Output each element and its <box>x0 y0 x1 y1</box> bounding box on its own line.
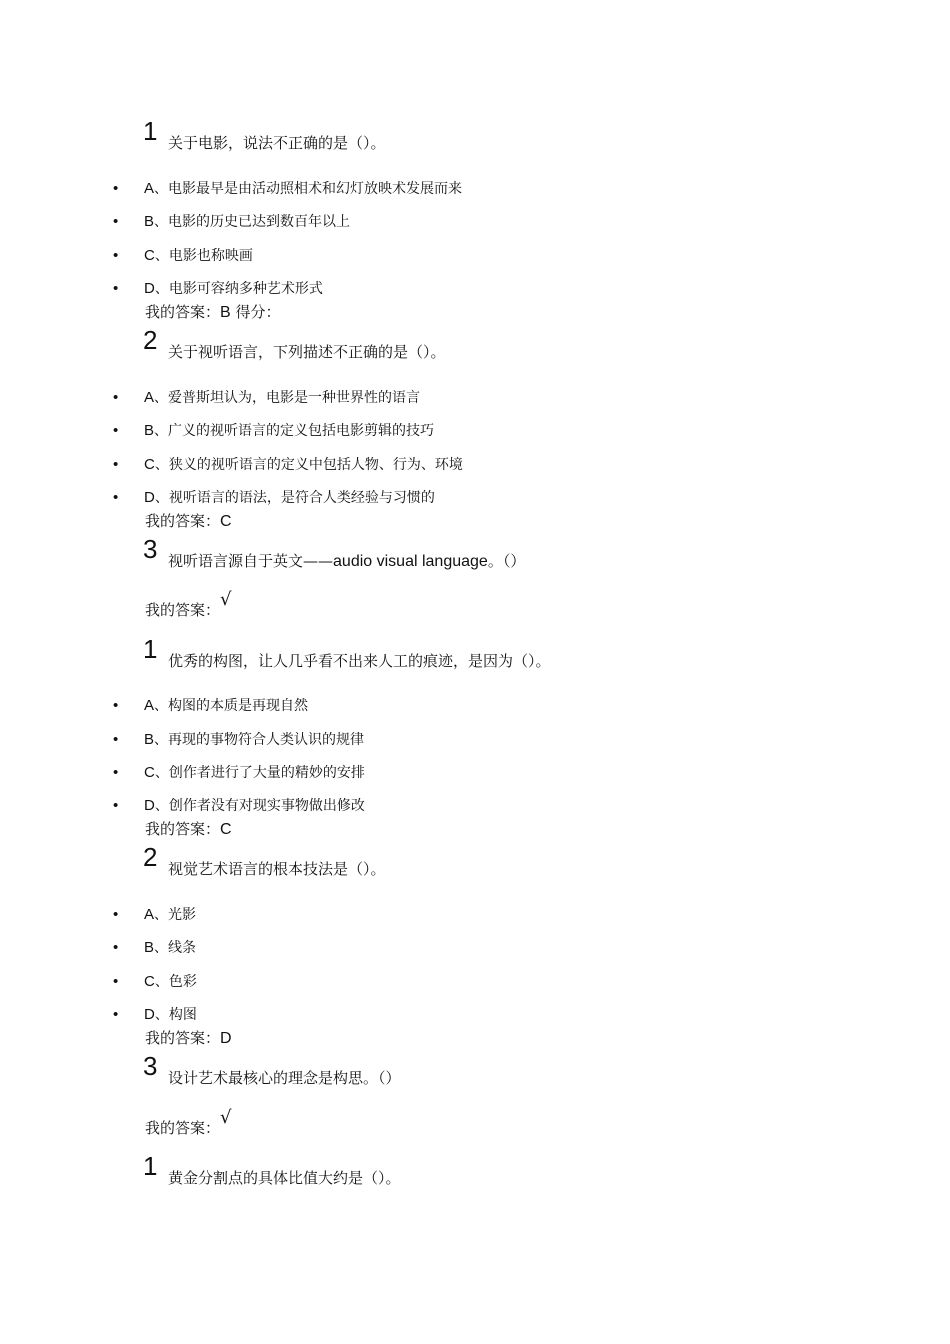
option-item <box>113 280 323 298</box>
my-answer <box>145 820 232 839</box>
my-answer <box>145 589 232 619</box>
option-letter: D <box>144 797 155 814</box>
question-text: 优秀的构图，让人几乎看不出来人工的痕迹，是因为（）。 <box>168 652 551 670</box>
option-text: 、色彩 <box>154 974 197 990</box>
option-item <box>113 456 463 474</box>
option-text: 、构图 <box>154 1007 197 1023</box>
bullet: • <box>113 489 119 506</box>
question-number: 2 <box>143 842 158 872</box>
answer-label: 我的答案： <box>145 820 221 838</box>
option-letter: D <box>144 1006 155 1023</box>
option-letter: D <box>144 280 155 297</box>
answer-label: 我的答案： <box>145 303 221 321</box>
question-text-post: 。（） <box>487 552 526 570</box>
question-number: 1 <box>143 116 158 146</box>
option-item <box>113 180 462 198</box>
question-number: 1 <box>143 634 158 664</box>
question-text: 关于电影，说法不正确的是（）。 <box>168 134 386 152</box>
question-text: 黄金分割点的具体比值大约是（）。 <box>168 1169 401 1187</box>
option-letter: C <box>144 973 155 990</box>
my-answer <box>145 1029 232 1048</box>
option-item <box>113 973 197 991</box>
answer-value: C <box>220 513 232 530</box>
my-answer <box>145 303 280 322</box>
option-text: 、光影 <box>154 907 197 923</box>
bullet: • <box>113 1006 119 1023</box>
bullet: • <box>113 389 119 406</box>
option-text: 、视听语言的语法，是符合人类经验与习惯的 <box>154 490 435 506</box>
bullet: • <box>113 697 119 714</box>
check-mark-icon: √ <box>220 589 232 610</box>
score-label: 得分： <box>235 303 281 321</box>
option-text: 、创作者进行了大量的精妙的安排 <box>154 765 365 781</box>
option-text: 、电影的历史已达到数百年以上 <box>154 214 351 230</box>
bullet: • <box>113 731 119 748</box>
answer-value: C <box>220 821 232 838</box>
question-text-pre: 视听语言源自于英文—— <box>168 552 334 570</box>
question-number: 1 <box>143 1151 158 1181</box>
option-item <box>113 731 364 749</box>
bullet: • <box>113 180 119 197</box>
question-text: 关于视听语言，下列描述不正确的是（）。 <box>168 343 446 361</box>
bullet: • <box>113 422 119 439</box>
option-item <box>113 697 308 715</box>
option-item <box>113 764 365 782</box>
option-letter: B <box>144 422 155 439</box>
question-number: 2 <box>143 325 158 355</box>
option-text: 、电影也称映画 <box>154 248 253 264</box>
answer-label: 我的答案： <box>145 512 221 530</box>
option-letter: A <box>144 389 155 406</box>
option-item <box>113 1006 197 1024</box>
option-text: 、广义的视听语言的定义包括电影剪辑的技巧 <box>154 423 435 439</box>
answer-label: 我的答案： <box>145 1029 221 1047</box>
option-letter: C <box>144 247 155 264</box>
option-text: 、电影最早是由活动照相术和幻灯放映术发展而来 <box>154 181 463 197</box>
option-letter: B <box>144 939 155 956</box>
bullet: • <box>113 247 119 264</box>
question-number: 3 <box>143 534 158 564</box>
option-item <box>113 939 196 957</box>
question-number: 3 <box>143 1051 158 1081</box>
bullet: • <box>113 797 119 814</box>
answer-label: 我的答案： <box>145 1119 221 1137</box>
option-letter: A <box>144 180 155 197</box>
option-letter: B <box>144 731 155 748</box>
question-text: 视觉艺术语言的根本技法是（）。 <box>168 860 386 878</box>
answer-value: B <box>220 304 231 321</box>
option-text: 、狭义的视听语言的定义中包括人物、行为、环境 <box>154 457 463 473</box>
bullet: • <box>113 939 119 956</box>
question-text: 设计艺术最核心的理念是构思。（） <box>168 1069 401 1087</box>
bullet: • <box>113 764 119 781</box>
option-item <box>113 489 435 507</box>
option-item <box>113 247 253 265</box>
bullet: • <box>113 213 119 230</box>
my-answer <box>145 512 232 531</box>
option-text: 、线条 <box>154 940 197 956</box>
option-letter: B <box>144 213 155 230</box>
option-item <box>113 213 350 231</box>
option-text: 、再现的事物符合人类认识的规律 <box>154 732 365 748</box>
option-letter: C <box>144 764 155 781</box>
bullet: • <box>113 906 119 923</box>
option-item <box>113 906 196 924</box>
option-letter: A <box>144 697 155 714</box>
bullet: • <box>113 280 119 297</box>
option-item <box>113 797 365 815</box>
option-text: 、创作者没有对现实事物做出修改 <box>154 798 365 814</box>
bullet: • <box>113 456 119 473</box>
option-text: 、爱普斯坦认为，电影是一种世界性的语言 <box>154 390 421 406</box>
option-item <box>113 389 420 407</box>
my-answer <box>145 1107 232 1137</box>
bullet: • <box>113 973 119 990</box>
check-mark-icon: √ <box>220 1107 232 1128</box>
question-text-latin: audio visual language <box>333 553 488 570</box>
option-text: 、构图的本质是再现自然 <box>154 698 309 714</box>
answer-label: 我的答案： <box>145 601 221 619</box>
option-item <box>113 422 434 440</box>
question-text <box>168 552 525 571</box>
answer-value: D <box>220 1030 232 1047</box>
option-letter: C <box>144 456 155 473</box>
option-letter: A <box>144 906 155 923</box>
option-letter: D <box>144 489 155 506</box>
option-text: 、电影可容纳多种艺术形式 <box>154 281 323 297</box>
